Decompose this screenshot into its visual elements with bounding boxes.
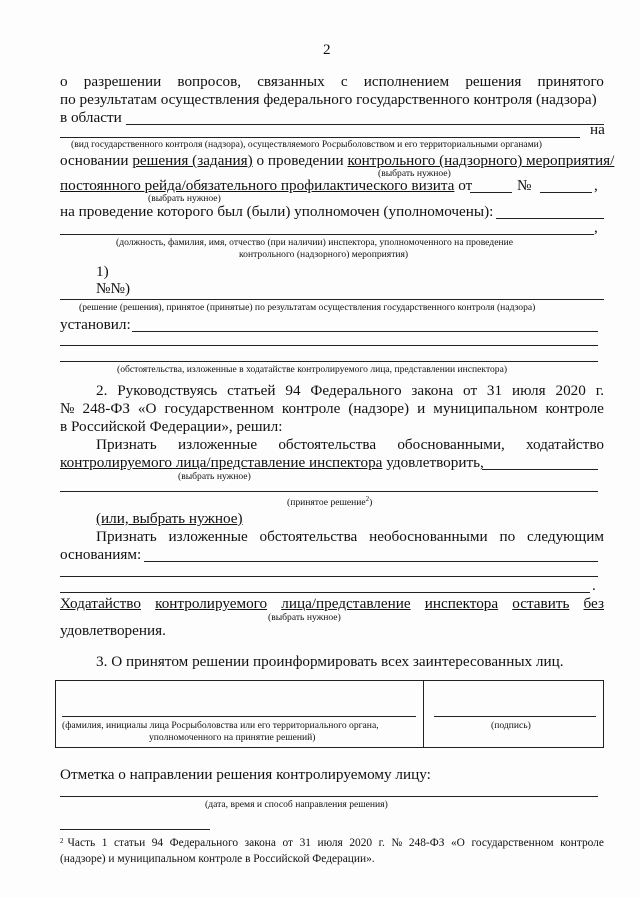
circumstances-caption: (обстоятельства, изложенные в ходатайстве контролируемого лица, представлении инспектора) bbox=[117, 364, 508, 375]
word: «О bbox=[450, 837, 465, 849]
footnote-mark: 2 bbox=[60, 837, 64, 845]
word: контроле bbox=[281, 400, 341, 417]
word: контроле bbox=[545, 400, 604, 417]
word: государственном bbox=[164, 400, 274, 417]
word: лица/представление bbox=[281, 595, 411, 612]
select-hint-3: (выбрать нужное) bbox=[178, 471, 251, 482]
word: государственном bbox=[471, 837, 554, 849]
word: обоснованными, bbox=[397, 436, 505, 453]
established-blank-2[interactable] bbox=[60, 345, 598, 346]
name-caption-1: (фамилия, инициалы лица Росрыболовства или его территориального органа, bbox=[62, 720, 379, 731]
footnote-ref: 2 bbox=[365, 495, 370, 503]
raid-visit-link[interactable]: постоянного рейда/обязательного профилактического визита bbox=[60, 177, 455, 194]
word: «О bbox=[137, 400, 157, 417]
area-blank-2[interactable] bbox=[60, 137, 580, 138]
footnote-separator bbox=[60, 829, 210, 830]
page-number: 2 bbox=[323, 41, 331, 58]
signature-cell bbox=[424, 681, 604, 748]
signature-table bbox=[55, 680, 604, 748]
recognize-line bbox=[96, 436, 604, 454]
grounds-period: . bbox=[592, 577, 596, 594]
word: принятого bbox=[537, 73, 604, 90]
word: закона bbox=[244, 837, 276, 849]
decision-taken-blank[interactable] bbox=[60, 491, 598, 492]
para3: 3. О принятом решении проинформировать всех заинтересованных лиц. bbox=[96, 653, 564, 670]
para2-line3: в Российской Федерации», решил: bbox=[60, 418, 283, 435]
select-hint-1: (выбрать нужное) bbox=[378, 168, 451, 179]
word: г. bbox=[378, 837, 385, 849]
mark-blank[interactable] bbox=[60, 796, 598, 797]
mark-caption: (дата, время и способ направления решения) bbox=[205, 799, 388, 810]
word: связанных bbox=[257, 73, 325, 90]
name-caption-2: уполномоченного на принятие решений) bbox=[149, 732, 316, 743]
word: решения bbox=[465, 73, 522, 90]
reject-line bbox=[96, 528, 604, 546]
mark-label: Отметка о направлении решения контролируемому лицу: bbox=[60, 766, 431, 783]
basis-line: основании решения (задания) о проведении контрольного (надзорного) мероприятия/ bbox=[60, 152, 615, 169]
para1-line2: по результатам осуществления федерального государственного контроля (надзора) bbox=[60, 91, 597, 108]
raid-line: постоянного рейда/обязательного профилактического визита от bbox=[60, 177, 473, 194]
word: оставить bbox=[512, 595, 570, 612]
word: 2020 bbox=[349, 837, 373, 849]
authorized-text: на проведение которого был (были) уполномочен (уполномочены): bbox=[60, 203, 494, 220]
word: Федерального bbox=[169, 837, 239, 849]
area-blank-1[interactable] bbox=[126, 124, 604, 125]
word: статьи bbox=[113, 837, 146, 849]
word: и bbox=[417, 400, 426, 417]
signature-blank[interactable] bbox=[434, 716, 596, 717]
word: 31 bbox=[299, 837, 311, 849]
decision-task-link[interactable]: решения (задания) bbox=[132, 152, 253, 169]
footnote-line1 bbox=[60, 836, 604, 850]
word: муниципальном bbox=[433, 400, 538, 417]
numbers-label: №№) bbox=[96, 280, 131, 297]
word: закона bbox=[411, 382, 454, 399]
number-sign: № bbox=[517, 177, 532, 194]
word: 1 bbox=[101, 837, 108, 849]
word: 31 bbox=[486, 382, 503, 399]
word: июля bbox=[511, 382, 546, 399]
word: обстоятельства bbox=[259, 528, 358, 545]
name-blank[interactable] bbox=[62, 716, 416, 717]
word: Признать bbox=[96, 436, 157, 453]
decision-blank[interactable] bbox=[60, 299, 604, 300]
footnote-words bbox=[68, 836, 605, 850]
word: 2. bbox=[96, 382, 108, 399]
word: необоснованными bbox=[369, 528, 488, 545]
word: ходатайство bbox=[526, 436, 604, 453]
word: от bbox=[463, 382, 478, 399]
word: с bbox=[340, 73, 348, 90]
word: 248-ФЗ bbox=[82, 400, 130, 417]
word: г. bbox=[595, 382, 604, 399]
word: разрешении bbox=[83, 73, 162, 90]
word: вопросов, bbox=[177, 73, 242, 90]
established-blank-1[interactable] bbox=[132, 331, 598, 332]
date-blank[interactable] bbox=[470, 192, 512, 193]
word: Признать bbox=[96, 528, 157, 545]
word: о bbox=[60, 73, 68, 90]
basis-comma: , bbox=[594, 177, 598, 194]
word: без bbox=[583, 595, 604, 612]
word: 248-ФЗ bbox=[408, 837, 445, 849]
or-choose bbox=[96, 510, 243, 528]
established-label: установил: bbox=[60, 316, 131, 333]
word: исполнением bbox=[363, 73, 450, 90]
word: Часть bbox=[67, 837, 96, 849]
word: по bbox=[499, 528, 516, 545]
name-cell bbox=[56, 681, 424, 748]
authorized-caption-2: контрольного (надзорного) мероприятия) bbox=[239, 249, 409, 260]
authorized-blank-2[interactable] bbox=[60, 234, 594, 235]
na-word: на bbox=[590, 121, 605, 138]
word: № bbox=[391, 837, 403, 849]
grounds-blank-1[interactable] bbox=[144, 561, 598, 562]
established-blank-3[interactable] bbox=[60, 361, 598, 362]
word: статьей bbox=[227, 382, 276, 399]
word: Федерального bbox=[310, 382, 402, 399]
signature-caption: (подпись) bbox=[491, 720, 531, 731]
control-kind-caption: (вид государственного контроля (надзора), осуществляемого Росрыболовством и его территориальными органами) bbox=[71, 139, 542, 150]
authorized-blank-1[interactable] bbox=[496, 218, 604, 219]
satisfy-line: контролируемого лица/представление инспектора удовлетворить, bbox=[60, 454, 484, 471]
para1-line1 bbox=[60, 73, 604, 91]
select-hint-4: (выбрать нужное) bbox=[268, 612, 341, 623]
event-type-link[interactable]: контрольного (надзорного) мероприятия/ bbox=[347, 152, 615, 169]
word: следующим bbox=[527, 528, 604, 545]
word: Руководствуясь bbox=[117, 382, 218, 399]
satisfy-blank[interactable] bbox=[482, 469, 598, 470]
or-choose-link[interactable]: (или, выбрать нужное) bbox=[96, 510, 243, 527]
word: изложенные bbox=[177, 436, 258, 453]
word: № bbox=[60, 400, 75, 417]
word: 94 bbox=[285, 382, 301, 399]
word: 2020 bbox=[555, 382, 586, 399]
authorized-caption-1: (должность, фамилия, имя, отчество (при наличии) инспектора, уполномоченного на проведение bbox=[116, 237, 513, 248]
number-blank[interactable] bbox=[540, 192, 592, 193]
footnote-line2: (надзоре) и муниципальном контроле в Российской Федерации». bbox=[60, 853, 375, 865]
para1-line3: в области bbox=[60, 109, 122, 126]
grounds-blank-2[interactable] bbox=[60, 576, 598, 577]
para2-line1 bbox=[96, 382, 604, 400]
word: от bbox=[282, 837, 294, 849]
petition-link-1[interactable]: контролируемого лица/представление инспектора bbox=[60, 454, 383, 471]
word: июля bbox=[317, 837, 343, 849]
para2-line2 bbox=[60, 400, 604, 418]
word: 94 bbox=[151, 837, 164, 849]
word: инспектора bbox=[424, 595, 499, 612]
word: Ходатайство bbox=[60, 595, 141, 612]
authorized-comma: , bbox=[594, 219, 598, 236]
decision-caption: (решение (решения), принятое (принятые) по результатам осуществления государственного контроля (надзора) bbox=[79, 302, 536, 313]
petition-line[interactable] bbox=[60, 595, 604, 613]
select-hint-2: (выбрать нужное) bbox=[148, 193, 221, 204]
item-1: 1) bbox=[96, 263, 109, 280]
word: обстоятельства bbox=[278, 436, 377, 453]
word: контроле bbox=[560, 837, 604, 849]
word: изложенные bbox=[168, 528, 248, 545]
word: (надзоре) bbox=[348, 400, 410, 417]
grounds-label: основаниям: bbox=[60, 546, 142, 563]
decision-taken-caption: (принятое решение$^2$) bbox=[287, 495, 373, 509]
grounds-blank-3[interactable] bbox=[60, 592, 590, 593]
word: контролируемого bbox=[155, 595, 268, 612]
unsatisfied: удовлетворения. bbox=[60, 622, 166, 639]
